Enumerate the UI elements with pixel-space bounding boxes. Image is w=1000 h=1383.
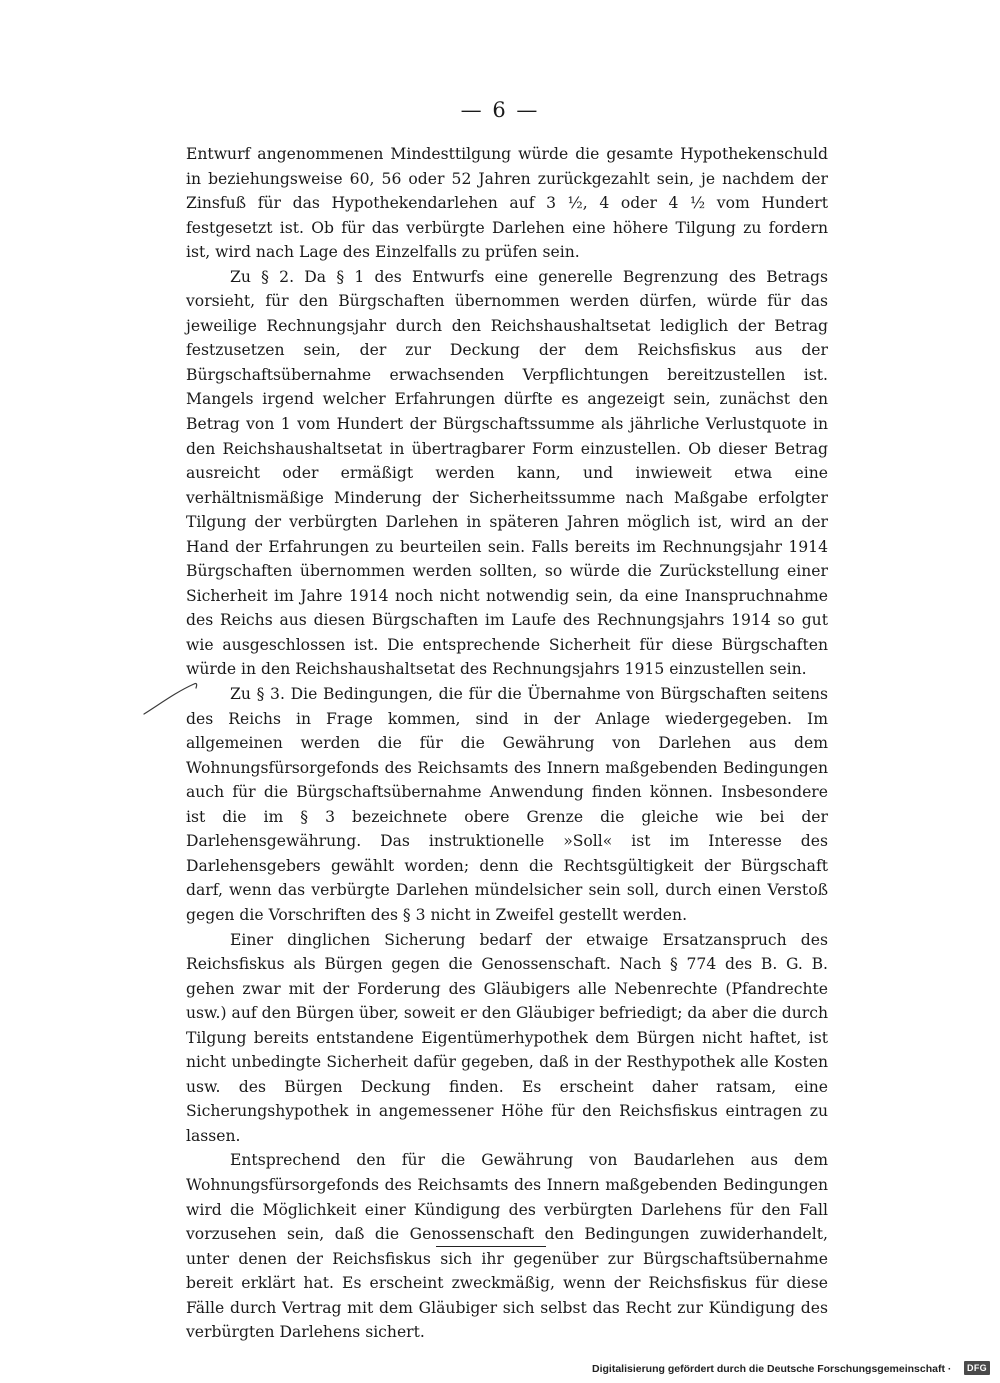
paragraph-dingliche-sicherung: Einer dinglichen Sicherung bedarf der etwaige Ersatzanspruch des Reichsfiskus als Bürgen gegen die Genossenschaft. Nach § 774 des B. G. B. gehen zwar mit der Forderung des Gläubigers alle Nebenrechte (Pfandrechte usw.) auf den Bürgen über, soweit er den Gläubiger befriedigt; da aber die durch Tilgung bereits entstandene Eigentümerhypothek dem Bürgen nicht haftet, ist nicht unbedingte Sicherheit dafür gegeben, daß in der Resthypothek alle Kosten usw. des Bürgen Deckung finden. Es erscheint daher ratsam, eine Sicherungshypothek in angemessener Höhe für den Reichsfiskus eintragen zu lassen.: [186, 930, 828, 1145]
page-number: — 6 —: [460, 98, 540, 122]
paragraph-zu-paragraph-3: Zu § 3. Die Bedingungen, die für die Übernahme von Bürgschaften seitens des Reichs in Frage kommen, sind in der Anlage wiedergegeben. Im allgemeinen werden die für die Gewährung von Darlehen aus dem Wohnungsfürsorgefonds des Reichsamts des Innern maßgebenden Bedingungen auch für die Bürgschaftsübernahme Anwendung finden können. Insbesondere ist die im § 3 bezeichnete obere Grenze die gleiche wie bei der Darlehensgewährung. Das instruktionelle »Soll« ist im Interesse des Darlehensgebers gewählt worden; denn die Rechtsgültigkeit der Bürgschaft darf, wenn das verbürgte Darlehen mündelsicher sein soll, durch einen Verstoß gegen die Vorschriften des § 3 nicht in Zweifel gestellt werden.: [186, 685, 828, 924]
paragraph-kuendigung: Entsprechend den für die Gewährung von Baudarlehen aus dem Wohnungsfürsorgefonds des Reichsamts des Innern maßgebenden Bedingungen wird die Möglichkeit einer Kündigung des verbürgten Darlehens für den Fall vorzusehen sein, daß die Genossenschaft den Bedingungen zuwiderhandelt, unter denen der Reichsfiskus sich ihr gegenüber zur Bürgschaftsübernahme bereit erklärt hat. Es erscheint zweckmäßig, wenn der Reichsfiskus für diese Fälle durch Vertrag mit dem Gläubiger sich selbst das Recht zur Kündigung des verbürgten Darlehens sichert.: [186, 1151, 828, 1342]
end-rule: [436, 1246, 546, 1247]
digitization-credit: Digitalisierung gefördert durch die Deutsche Forschungsgemeinschaft ·: [592, 1363, 952, 1375]
paragraph-mindesttilgung: Entwurf angenommenen Mindesttilgung würde die gesamte Hypothekenschuld in beziehungsweise 60, 56 oder 52 Jahren zurückgezahlt sein, je nachdem der Zinsfuß für das Hypothekendarlehen auf 3 ½, 4 oder 4 ½ vom Hundert festgesetzt ist. Ob für das verbürgte Darlehen eine höhere Tilgung zu fordern ist, wird nach Lage des Einzelfalls zu prüfen sein.: [186, 145, 828, 262]
paragraph-zu-paragraph-2: Zu § 2. Da § 1 des Entwurfs eine generelle Begrenzung des Betrags vorsieht, für den Bürgschaften übernommen werden dürfen, würde für das jeweilige Rechnungsjahr durch den Reichshaushaltsetat lediglich der Betrag festzusetzen sein, der zur Deckung der dem Reichsfiskus aus der Bürgschaftsübernahme erwachsenden Verpflichtungen bereitzustellen ist. Mangels irgend welcher Erfahrungen dürfte es angezeigt sein, zunächst den Betrag von 1 vom Hundert der Bürgschaftssumme als jährliche Verlustquote in den Reichshaushaltsetat in übertragbarer Form einzustellen. Ob dieser Betrag ausreicht oder ermäßigt werden kann, und inwieweit etwa eine verhältnismäßige Minderung der Sicherheitssumme nach Maßgabe erfolgter Tilgung der verbürgten Darlehen in späteren Jahren möglich ist, wird an der Hand der Erfahrungen zu beurteilen sein. Falls bereits im Rechnungsjahr 1914 Bürgschaften übernommen werden sollten, so würde die Zurückstellung einer Sicherheit im Jahre 1914 noch nicht notwendig sein, da eine Inanspruchnahme des Reichs aus diesen Bürgschaften im Laufe des Rechnungsjahrs 1914 so gut wie ausgeschlossen ist. Die entsprechende Sicherheit für diese Bürgschaften würde in den Reichshaushaltsetat des Rechnungsjahrs 1915 einzustellen sein.: [186, 267, 828, 679]
text-body: [186, 142, 828, 1345]
pencil-margin-mark: [142, 678, 202, 718]
dfg-logo: DFG: [964, 1361, 990, 1375]
